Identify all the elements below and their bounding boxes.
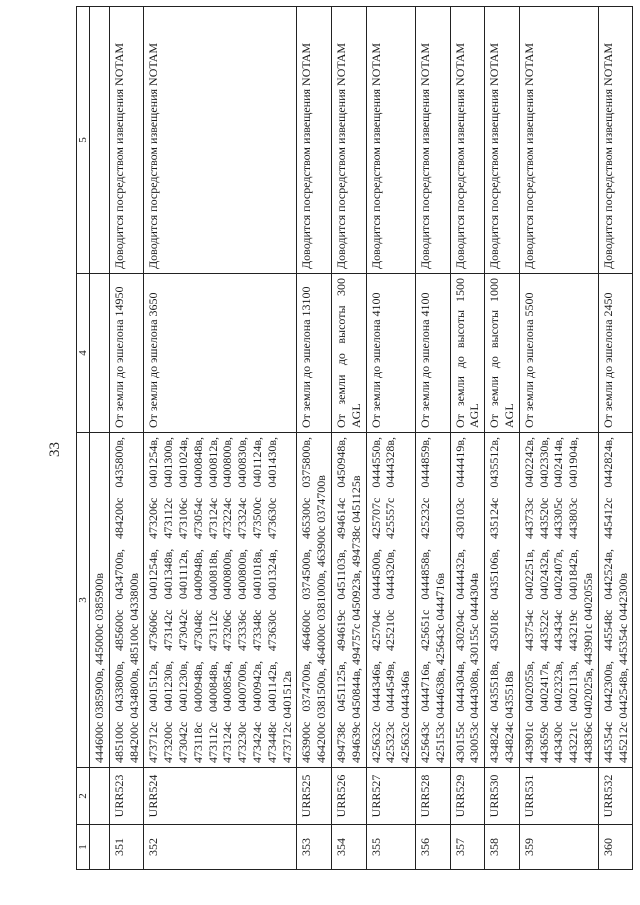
- cell-note: Доводится посредством извещения NOTAM: [144, 7, 297, 274]
- column-header-4: 4: [77, 274, 90, 433]
- continuation-row: [90, 7, 110, 870]
- cell-code: URR529: [450, 768, 485, 825]
- cell-coordinates: 494738с 0451125в, 494619с 0451103в, 494614с 0450948в, 494639с 0450844в, 494757с 0450923в, 494738с 0451125в: [331, 433, 366, 768]
- table-row: [415, 7, 450, 870]
- cell-coordinates: 425643с 0444716в, 425651с 0444858в, 425232с 0444859в, 425153с 0444638в, 425643с 0444716в: [415, 433, 450, 768]
- cell-note: Доводится посредством извещения NOTAM: [485, 7, 520, 274]
- cell-note: Доводится посредством извещения NOTAM: [109, 7, 144, 274]
- cell-code: URR527: [366, 768, 415, 825]
- cell-note: Доводится посредством извещения NOTAM: [450, 7, 485, 274]
- column-header-3: 3: [77, 433, 90, 768]
- table-row: [598, 7, 633, 870]
- cell-note: [90, 7, 110, 274]
- cell-limits: От земли до эшелона 2450: [598, 274, 633, 433]
- table-row: [331, 7, 366, 870]
- cell-limits: [90, 274, 110, 433]
- cell-note: Доводится посредством извещения NOTAM: [297, 7, 332, 274]
- table-row: [366, 7, 415, 870]
- cell-code: URR526: [331, 768, 366, 825]
- cell-coordinates: 473712с 0401512в, 473606с 0401254в, 473206с 0401254в, 473200с 0401230в, 473142с 0401348в, 473112с 0401300в, 473042с 0401230в, 473042с 0401112в, 473106с 0401024в, 473118с 0400948в, 473048с 0400948в, 473054с 0400848в, 473112с 0400848в, 473112с 0400818в, 473124с 0400812в, 473124с 0400854в, 473206с 0400800в, 473224с 0400800в, 473230с 0400700в, 473336с 0400800в, 473324с 0400830в, 473424с 0400942в, 473348с 0401018в, 473500с 0401124в, 473448с 0401142в, 473630с 0401324в, 473630с 0401430в, 473712с 0401512в: [144, 433, 297, 768]
- cell-num: 356: [415, 825, 450, 870]
- cell-coordinates: 430155с 0444304в, 430204с 0444432в, 430103с 0444419в, 430053с 0444308в, 430155с 0444304в: [450, 433, 485, 768]
- cell-note: Доводится посредством извещения NOTAM: [519, 7, 598, 274]
- cell-code: URR530: [485, 768, 520, 825]
- cell-coordinates: 485100с 0433800в, 485600с 0434700в, 484200с 0435800в, 484200с 0434800в, 485100с 0433800в: [109, 433, 144, 768]
- cell-limits: От земли до высоты 1500 AGL: [450, 274, 485, 433]
- cell-limits: От земли до высоты 1000 AGL: [485, 274, 520, 433]
- cell-limits: От земли до эшелона 3650: [144, 274, 297, 433]
- airspace-restriction-table: [76, 6, 633, 870]
- cell-note: Доводится посредством извещения NOTAM: [598, 7, 633, 274]
- cell-num: 353: [297, 825, 332, 870]
- cell-coordinates: 445354с 0442300в, 445548с 0442524в, 445412с 0442824в, 445212с 0442548в, 445354с 0442300в: [598, 433, 633, 768]
- cell-code: URR525: [297, 768, 332, 825]
- cell-num: 351: [109, 825, 144, 870]
- cell-code: URR524: [144, 768, 297, 825]
- cell-limits: От земли до эшелона 14950: [109, 274, 144, 433]
- table-row: [485, 7, 520, 870]
- cell-code: URR531: [519, 768, 598, 825]
- table-row: [519, 7, 598, 870]
- cell-note: Доводится посредством извещения NOTAM: [331, 7, 366, 274]
- cell-num: 354: [331, 825, 366, 870]
- cell-num: 360: [598, 825, 633, 870]
- table-row: [109, 7, 144, 870]
- cell-code: URR528: [415, 768, 450, 825]
- cell-num: 358: [485, 825, 520, 870]
- table-row: [297, 7, 332, 870]
- cell-coordinates: 425632с 0444346в, 425704с 0444500в, 425707с 0444550в, 425323с 0444549в, 425210с 0444320в, 425557с 0444328в, 425632с 0444346в: [366, 433, 415, 768]
- cell-coordinates: 434824с 0435518в, 435018с 0435106в, 435124с 0435512в, 434824с 0435518в: [485, 433, 520, 768]
- cell-limits: От земли до эшелона 4100: [366, 274, 415, 433]
- cell-coordinates: 463900с 0374700в, 464600с 0374500в, 465300с 0375800в, 464200с 0381500в, 464000с 0381000в, 463900с 0374700в: [297, 433, 332, 768]
- cell-coordinates: 444600с 0385900в, 445000с 0385900в: [90, 433, 110, 768]
- table-row: [450, 7, 485, 870]
- column-header-1: 1: [77, 825, 90, 870]
- rotated-table-container: [76, 32, 630, 870]
- header-row: [77, 7, 90, 870]
- cell-num: 355: [366, 825, 415, 870]
- cell-limits: От земли до высоты 300 AGL: [331, 274, 366, 433]
- cell-num: 357: [450, 825, 485, 870]
- column-header-5: 5: [77, 7, 90, 274]
- cell-code: URR532: [598, 768, 633, 825]
- cell-code: URR523: [109, 768, 144, 825]
- cell-num: [90, 825, 110, 870]
- cell-code: [90, 768, 110, 825]
- cell-limits: От земли до эшелона 5500: [519, 274, 598, 433]
- table-row: [144, 7, 297, 870]
- cell-num: 359: [519, 825, 598, 870]
- column-header-2: 2: [77, 768, 90, 825]
- page-number: 33: [47, 442, 63, 457]
- cell-coordinates: 443901с 0402055в, 443754с 0402251в, 443733с 0402242в, 443659с 0402417в, 443522с 0402432в, 443520с 0402330в, 443430с 0402323в, 443434с 0402407в, 443305с 0402414в, 443221с 0402113в, 443219с 0401842в, 443803с 0401904в, 443836с 0402025в, 443901с 0402055в: [519, 433, 598, 768]
- cell-num: 352: [144, 825, 297, 870]
- cell-note: Доводится посредством извещения NOTAM: [366, 7, 415, 274]
- cell-limits: От земли до эшелона 4100: [415, 274, 450, 433]
- cell-note: Доводится посредством извещения NOTAM: [415, 7, 450, 274]
- cell-limits: От земли до эшелона 13100: [297, 274, 332, 433]
